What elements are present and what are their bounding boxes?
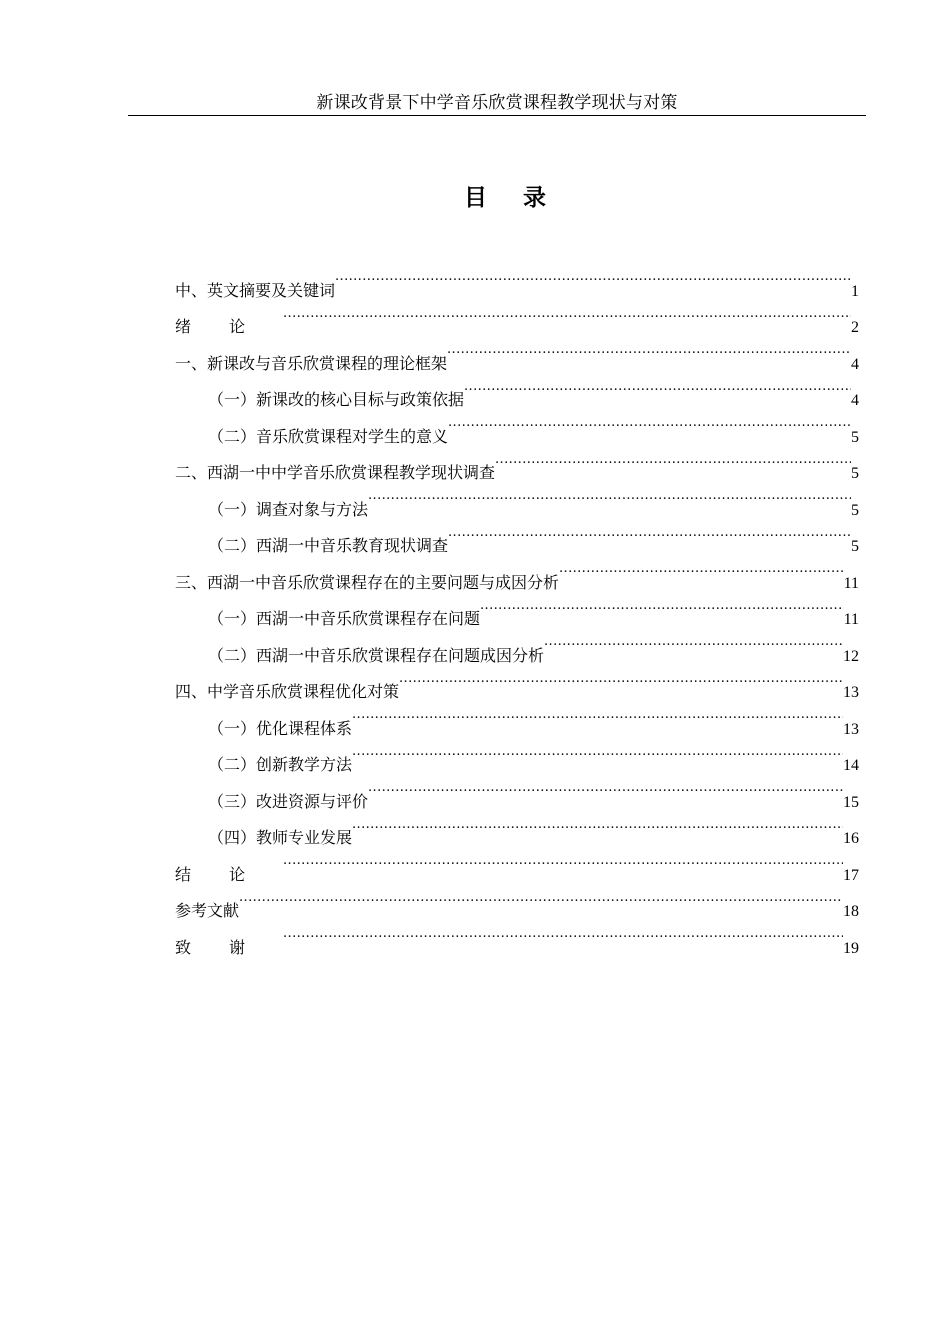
toc-dot-leader <box>335 259 851 296</box>
toc-title: 目录 <box>464 184 582 211</box>
toc-dot-leader <box>447 332 851 369</box>
toc-entry-label: 参考文献 <box>175 901 240 920</box>
toc-entry-label: （三）改进资源与评价 <box>208 791 369 811</box>
toc-entry-page: 4 <box>851 392 859 409</box>
toc-entry-page: 5 <box>851 501 859 519</box>
toc-entry-label: （一）调查对象与方法 <box>208 499 369 519</box>
toc-dot-leader <box>448 405 851 442</box>
toc-entry-page: 11 <box>843 574 859 592</box>
toc-dot-leader <box>368 478 851 515</box>
toc-dot-leader <box>464 369 851 406</box>
toc-entry-page: 19 <box>843 939 859 957</box>
toc-dot-leader <box>448 515 851 552</box>
toc-entry-page: 18 <box>843 903 859 920</box>
toc-entry[interactable] <box>175 880 859 920</box>
toc-entry-page: 14 <box>843 757 859 774</box>
toc-entry-label: 结论 <box>175 864 284 884</box>
toc-entry-page: 5 <box>851 465 859 482</box>
toc-entry-label: 致谢 <box>175 937 284 957</box>
toc-entry-label: 中、英文摘要及关键词 <box>175 280 336 300</box>
toc-entry[interactable] <box>175 259 859 300</box>
toc-dot-leader <box>352 697 843 734</box>
table-of-contents <box>175 259 859 957</box>
toc-entry-page: 4 <box>851 355 859 373</box>
toc-dot-leader <box>495 442 851 479</box>
toc-entry-page: 13 <box>843 720 859 738</box>
toc-entry-label: 绪论 <box>175 317 284 336</box>
toc-entry-page: 17 <box>843 866 859 884</box>
toc-entry-label: 一、新课改与音乐欣赏课程的理论框架 <box>175 353 448 373</box>
toc-entry-label: 二、西湖一中中学音乐欣赏课程教学现状调查 <box>175 463 496 482</box>
toc-dot-leader <box>352 807 843 844</box>
toc-dot-leader <box>559 551 844 588</box>
toc-entry-page: 13 <box>843 684 859 701</box>
toc-dot-leader <box>368 770 843 807</box>
toc-entry-label: （二）音乐欣赏课程对学生的意义 <box>208 426 449 446</box>
toc-entry-label: （一）西湖一中音乐欣赏课程存在问题 <box>208 609 481 628</box>
toc-entry-label: （一）优化课程体系 <box>208 718 353 738</box>
toc-entry-label: （二）西湖一中音乐欣赏课程存在问题成因分析 <box>208 645 545 665</box>
toc-entry-page: 12 <box>843 647 859 665</box>
toc-entry-page: 16 <box>843 830 859 847</box>
toc-entry[interactable] <box>175 916 859 957</box>
toc-entry-label: （四）教师专业发展 <box>208 828 353 847</box>
toc-dot-leader <box>239 880 843 917</box>
toc-entry-label: （二）创新教学方法 <box>208 755 353 774</box>
toc-entry-label: 三、西湖一中音乐欣赏课程存在的主要问题与成因分析 <box>175 572 560 592</box>
toc-entry-page: 5 <box>851 428 859 446</box>
toc-entry-page: 1 <box>851 282 859 300</box>
toc-dot-leader <box>480 588 844 625</box>
toc-dot-leader <box>544 624 843 661</box>
toc-dot-leader <box>283 843 843 880</box>
toc-entry-page: 11 <box>843 611 859 628</box>
header-rule <box>128 115 866 116</box>
toc-entry-page: 15 <box>843 793 859 811</box>
toc-entry-page: 5 <box>851 538 859 555</box>
running-header: 新课改背景下中学音乐欣赏课程教学现状与对策 <box>316 93 678 113</box>
toc-entry-label: 四、中学音乐欣赏课程优化对策 <box>175 682 400 701</box>
toc-entry-label: （一）新课改的核心目标与政策依据 <box>208 390 465 409</box>
toc-dot-leader <box>399 661 843 698</box>
toc-dot-leader <box>283 916 843 953</box>
toc-entry-page: 2 <box>851 319 859 336</box>
toc-entry-label: （二）西湖一中音乐教育现状调查 <box>208 536 449 555</box>
toc-dot-leader <box>283 296 851 333</box>
toc-dot-leader <box>352 734 843 771</box>
